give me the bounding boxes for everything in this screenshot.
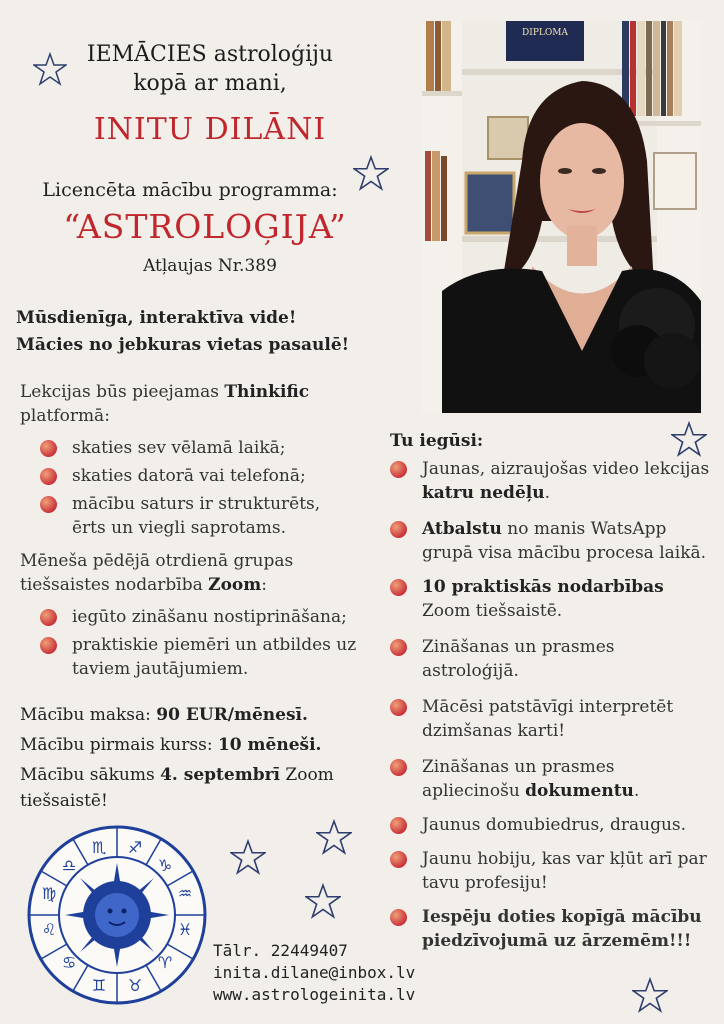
benefits-list [390,457,710,953]
permit-number: Atļaujas Nr.389 [143,256,277,276]
list-item: iegūto zināšanu nostiprināšana; [40,605,370,629]
price-line: Mācību maksa: 90 EUR/mēnesī. [20,705,308,725]
diploma-label: DIPLOMA [522,28,568,38]
headline [60,40,360,98]
list-item: Jaunas, aizraujošas video lekcijas katru nedēļu. [390,457,710,505]
list-item: skaties datorā vai telefonā; [40,464,350,488]
zoom-heading: Mēneša pēdējā otrdienā grupas tiešsaistes nodarbība Zoom: [20,551,294,595]
svg-text:♒: ♒ [177,884,193,903]
star-icon [671,421,707,457]
svg-text:♑: ♑ [157,856,173,875]
svg-text:♋: ♋ [61,953,77,972]
list-item: 10 praktiskās nodarbības Zoom tiešsaistē. [390,575,710,623]
list-item: Zināšanas un prasmes astroloģijā. [390,635,710,683]
star-icon [353,155,389,191]
intro-line-1: Mūsdienīga, interaktīva vide! [16,308,297,328]
star-icon [632,977,668,1013]
svg-text:♓: ♓ [177,920,193,939]
list-item: Jaunus domubiedrus, draugus. [390,813,710,837]
svg-text:♉: ♉ [127,976,143,995]
benefits-section [390,431,710,957]
email[interactable]: inita.dilane@inbox.lv [213,963,416,982]
lectures-heading: Lekcijas būs pieejamas Thinkific platformā: [20,382,310,426]
lectures-list [40,436,350,540]
benefits-title: Tu iegūsi: [390,431,484,451]
headline-line-1: IEMĀCIES astroloģiju [86,42,334,67]
licence-label: Licencēta mācību programma: [42,179,338,201]
teacher-name: INITU DILĀNI [93,112,327,147]
course-length-line: Mācību pirmais kurss: 10 mēneši. [20,735,322,755]
star-icon [305,883,341,919]
list-item: mācību saturs ir strukturēts, ērts un viegli saprotams. [40,492,350,540]
svg-text:♈: ♈ [157,953,173,972]
star-icon [316,819,352,855]
zodiac-wheel [25,823,209,1007]
website[interactable]: www.astrologeinita.lv [213,985,416,1004]
svg-text:♎: ♎ [61,856,77,875]
svg-text:♐: ♐ [127,838,143,857]
zoom-word: Zoom [208,575,262,595]
platform-name: Thinkific [224,382,310,402]
start-line: Mācību sākums 4. septembrī Zoom tiešsaistē! [20,765,334,811]
list-item: skaties sev vēlamā laikā; [40,436,350,460]
list-item: praktiskie piemēri un atbildes uz taviem jautājumiem. [40,633,370,681]
headline-line-2: kopā ar mani, [133,71,287,96]
zoom-list [40,605,370,681]
svg-text:♏: ♏ [91,838,107,857]
star-icon [230,839,266,875]
list-item: Iespēju doties kopīgā mācību piedzīvojumā uz ārzemēm!!! [390,905,710,953]
course-facts [20,700,360,814]
photo-illustration [422,21,701,413]
contact-info [213,940,415,1006]
program-title: “ASTROLOĢIJA” [63,207,347,246]
lectures-section [20,380,350,544]
zoom-section [20,549,370,685]
list-item: Mācēsi patstāvīgi interpretēt dzimšanas karti! [390,695,710,743]
svg-text:♊: ♊ [91,976,107,995]
intro-line-2: Mācies no jebkuras vietas pasaulē! [16,335,350,355]
list-item: Zināšanas un prasmes apliecinošu dokumentu. [390,755,710,803]
teacher-photo [422,21,701,413]
list-item: Atbalstu no manis WatsApp grupā visa mācību procesa laikā. [390,517,710,565]
svg-text:♌: ♌ [41,920,57,939]
intro [16,305,416,359]
star-icon [33,52,67,86]
phone: Tālr. 22449407 [213,941,348,960]
list-item: Jaunu hobiju, kas var kļūt arī par tavu profesiju! [390,847,710,895]
svg-text:♍: ♍ [41,884,57,903]
